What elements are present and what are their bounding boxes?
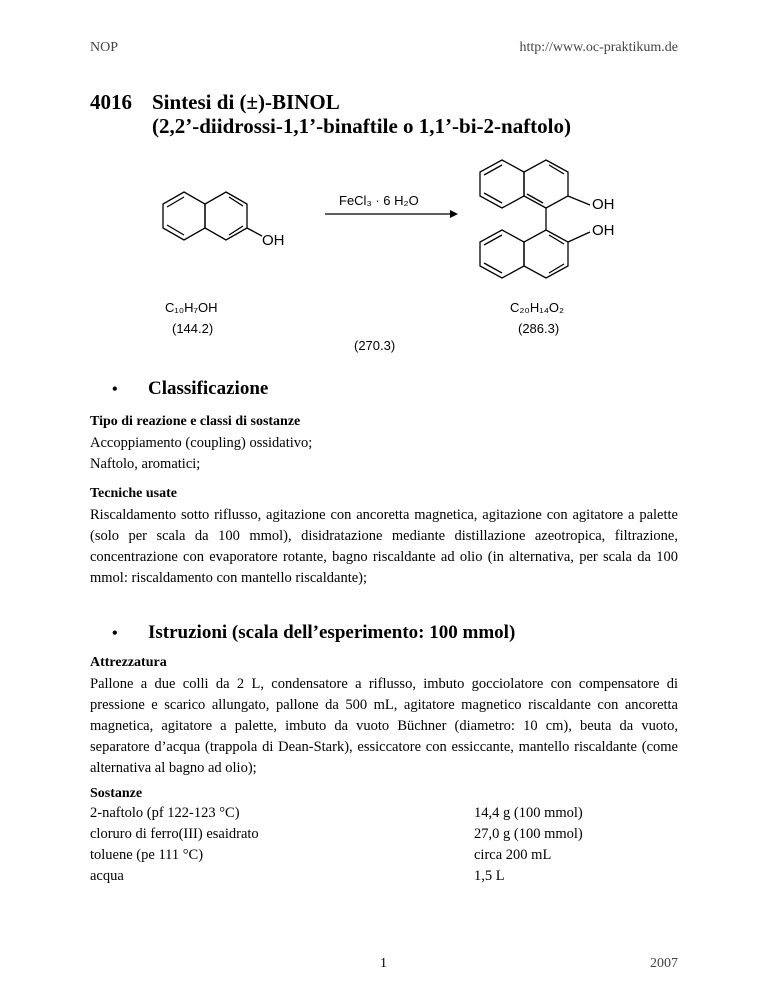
experiment-title [152, 90, 571, 138]
header-left: NOP [90, 40, 119, 55]
bullet-icon: • [112, 625, 118, 642]
bullet-icon: • [112, 381, 118, 398]
attrezzatura-heading: Attrezzatura [90, 655, 167, 670]
tipo-heading: Tipo di reazione e classi di sostanze [90, 414, 301, 429]
substance-name: acqua [90, 868, 124, 884]
section-classificazione-heading: Classificazione [148, 378, 269, 399]
substance-name: toluene (pe 111 °C) [90, 847, 204, 863]
substance-amount: 1,5 L [474, 868, 505, 884]
page-number: 1 [380, 956, 387, 971]
experiment-number: 4016 [90, 90, 132, 114]
tecniche-heading: Tecniche usate [90, 486, 177, 501]
reagent-label: FeCl₃ · 6 H₂O [339, 193, 419, 208]
product-formula: C₂₀H₁₄O₂ [510, 300, 565, 315]
substance-amount: 27,0 g (100 mmol) [474, 826, 583, 842]
reagent-mass: (270.3) [354, 338, 396, 353]
reactant-oh-label: OH [262, 232, 285, 249]
reactant-structure [163, 192, 262, 240]
reactant-mass: (144.2) [172, 321, 214, 336]
list-item [90, 826, 678, 847]
reactant-formula: C₁₀H₇OH [165, 300, 218, 315]
list-item [90, 868, 678, 889]
substance-amount: 14,4 g (100 mmol) [474, 805, 583, 821]
header-url-link[interactable]: http://www.oc-praktikum.de [519, 40, 678, 55]
section-istruzioni [112, 622, 515, 644]
sostanze-heading: Sostanze [90, 786, 143, 801]
section-istruzioni-heading: Istruzioni (scala dell’esperimento: 100 mmol) [148, 622, 516, 643]
product-mass: (286.3) [518, 321, 560, 336]
list-item [90, 847, 678, 868]
substance-amount: circa 200 mL [474, 847, 552, 863]
attrezzatura-text: Pallone a due colli da 2 L, condensatore a riflusso, imbuto gocciolatore con compensatore di pressione e scarico allungato, pallone da 500 mL, agitatore magnetico riscaldante con ancoretta magnetica, agitatore a palette, imbuto da vuoto Büchner (diametro: 10 cm), beuta da vuoto, separatore d’acqua (trappola di Dean-Stark), essiccatore con essiccante, mantello riscaldante (come alternativa al bagno ad olio); [90, 676, 678, 776]
list-item [90, 805, 678, 826]
arrow-head [450, 210, 458, 218]
section-classificazione [112, 378, 268, 400]
product-oh-bottom-label: OH [592, 222, 615, 239]
footer-year: 2007 [650, 956, 678, 971]
tipo-line-1: Accoppiamento (coupling) ossidativo; [90, 435, 313, 451]
title-line-1: Sintesi di (±)-BINOL [152, 90, 340, 114]
reaction-scheme [0, 150, 768, 365]
substance-name: 2-naftolo (pf 122-123 °C) [90, 805, 240, 821]
title-line-2: (2,2’-diidrossi-1,1’-binaftile o 1,1’-bi-2-naftolo) [152, 114, 572, 138]
product-structure [480, 160, 590, 278]
product-oh-top-label: OH [592, 196, 615, 213]
tipo-line-2: Naftolo, aromatici; [90, 456, 201, 472]
substance-name: cloruro di ferro(III) esaidrato [90, 826, 259, 842]
tecniche-text: Riscaldamento sotto riflusso, agitazione con ancoretta magnetica, agitazione con agitatore a palette (solo per scala da 100 mmol), disidratazione mediante distillazione azeotropica, filtrazione, concentrazione con evaporatore rotante, bagno riscaldante ad olio (in alternativa, per scala da 100 mmol: riscaldamento con mantello riscaldante); [90, 507, 678, 586]
sostanze-list [90, 805, 678, 889]
